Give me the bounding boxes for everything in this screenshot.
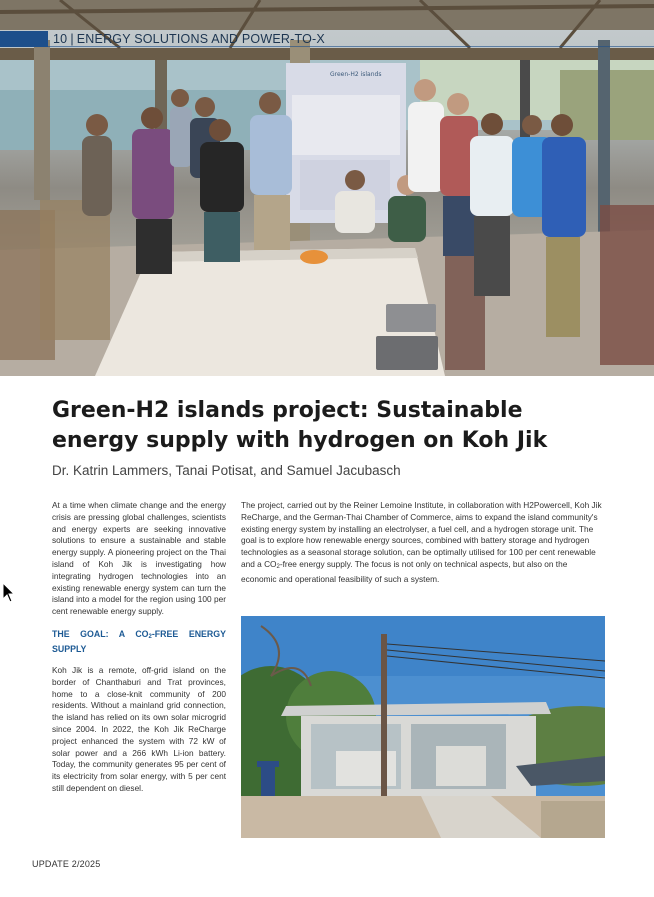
- section-rule: [48, 46, 654, 47]
- article-authors: Dr. Katrin Lammers, Tanai Potisat, and Samuel Jacubasch: [52, 463, 401, 478]
- island-paragraph: Koh Jik is a remote, off-grid island on the border of Chanthaburi and Trat provinces, home to a close-knit community of 200 residents. Without a mainland grid connection, the island has relied on its own solar microgrid since 2004. In 2022, the Koh Jik ReCharge project enhanced the system with 72 kW of solar power and a 266 kWh Li-ion battery. Today, the community generates 95 per cent of its electricity from solar energy, with 5 per cent still dependent on diesel.: [52, 664, 226, 793]
- left-column: [52, 500, 226, 805]
- issue-footer: UPDATE 2/2025: [32, 859, 101, 869]
- power-station-illustration: [241, 616, 605, 838]
- page-number: 10: [53, 32, 68, 46]
- subhead-suffix: -FREE ENERGY SUPPLY: [52, 628, 226, 654]
- mouse-pointer-icon: [2, 582, 16, 604]
- section-title: ENERGY SOLUTIONS AND POWER-TO-X: [76, 32, 325, 46]
- section-color-block: [0, 31, 48, 47]
- power-station-photo: [241, 616, 605, 838]
- subhead-subscript: 2: [148, 633, 152, 640]
- right-column: [241, 500, 605, 586]
- section-label: [53, 31, 325, 47]
- project-text-part-2: -free energy supply. The focus is not only on technical aspects, but also on the economic and operational feasibility of such a system.: [241, 558, 568, 584]
- article-title: Green-H2 islands project: Sustainable energy supply with hydrogen on Koh Jik: [52, 398, 548, 453]
- section-separator: |: [70, 32, 74, 46]
- poster-logo: Green-H2 islands: [330, 71, 382, 78]
- hero-photo: [0, 0, 654, 376]
- intro-paragraph: At a time when climate change and the energy crisis are pressing global challenges, scientists and energy experts are seeking innovative solutions to ensure a sustainable and stable energy supply. A pioneering project on the Thai island of Koh Jik is investigating how integrating hydrogen technologies into an existing renewable energy system can turn the island into a model for the region using 100 per cent renewable energy supply.: [52, 500, 226, 617]
- section-header: [0, 31, 654, 47]
- project-subscript: 2: [276, 563, 280, 570]
- subhead-prefix: THE GOAL: A CO: [52, 628, 149, 639]
- goal-subheading: [52, 628, 226, 655]
- group-photo-illustration: [0, 0, 654, 376]
- project-paragraph: [241, 500, 605, 586]
- project-text-part-1: The project, carried out by the Reiner Lemoine Institute, in collaboration with H2Powercell, Koh Jik ReCharge, and the German-Thai Chamber of Commerce, aims to expand the island community's existing energy system by installing an electrolyser, a fuel cell, and a hydrogen storage unit. The goal is to explore how renewable energy sources, combined with battery storage and hydrogen technologies as a seasonal storage solution, can be optimally utilised for 100 per cent renewable and a CO: [241, 500, 602, 569]
